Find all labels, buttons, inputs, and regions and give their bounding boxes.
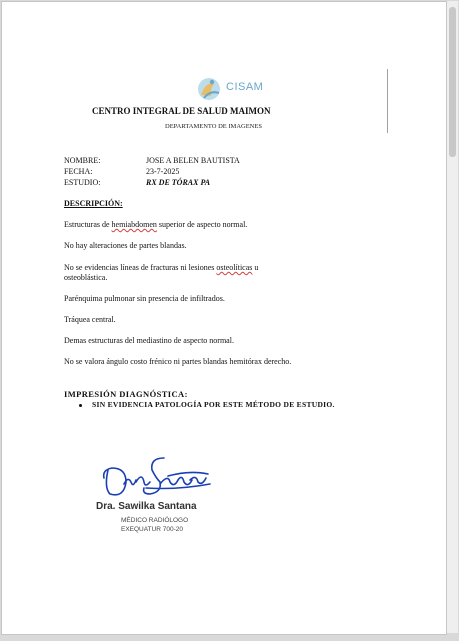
spellcheck-word: hemiabdomen [111,220,157,229]
logo-emblem-icon [192,75,226,103]
cisam-logo [192,75,262,103]
text-segment: Estructuras de [64,220,112,229]
impression-heading: IMPRESIÓN DIAGNÓSTICA: [64,389,188,399]
description-paragraph-5: Tráquea central. [64,315,116,324]
bullet-icon [79,404,82,407]
logo-text: CISAM [226,81,264,93]
name-label: NOMBRE: [64,156,101,165]
department-name: DEPARTAMENTO DE IMAGENES [165,123,262,130]
description-paragraph-6: Demas estructuras del mediastino de aspecto normal. [64,336,234,345]
date-value: 23-7-2025 [146,167,180,176]
doctor-exequatur: EXEQUATUR 700-20 [121,526,184,533]
handwritten-signature [98,444,214,502]
header-divider [387,69,388,133]
date-label: FECHA: [64,167,93,176]
description-paragraph-2: No hay alteraciones de partes blandas. [64,241,187,250]
document-page [1,1,447,635]
description-heading: DESCRIPCIÓN: [64,199,123,208]
vertical-scrollbar[interactable] [447,1,458,633]
text-segment: No se evidencias líneas de fracturas ni lesiones [64,263,217,272]
description-paragraph-7: No se valora ángulo costo frénico ni partes blandas hemitórax derecho. [64,357,292,366]
text-segment: u [252,263,259,272]
study-label: ESTUDIO: [64,178,101,187]
spellcheck-word: osteolíticas [216,263,253,272]
doctor-name: Dra. Sawilka Santana [96,501,197,512]
impression-item: SIN EVIDENCIA PATOLOGÍA POR ESTE MÉTODO DE ESTUDIO. [92,400,335,409]
study-value: RX DE TÓRAX PA [146,178,211,187]
name-value: JOSE A BELEN BAUTISTA [146,156,240,165]
doctor-title: MÉDICO RADIÓLOGO [121,517,189,524]
description-paragraph-3 [64,263,258,272]
description-paragraph-3-cont: osteoblástica. [64,273,108,282]
organization-name: CENTRO INTEGRAL DE SALUD MAIMON [92,106,271,116]
text-segment: superior de aspecto normal. [156,220,248,229]
description-paragraph-4: Parénquima pulmonar sin presencia de infiltrados. [64,294,225,303]
scrollbar-thumb[interactable] [449,7,456,157]
description-paragraph-1 [64,220,247,229]
